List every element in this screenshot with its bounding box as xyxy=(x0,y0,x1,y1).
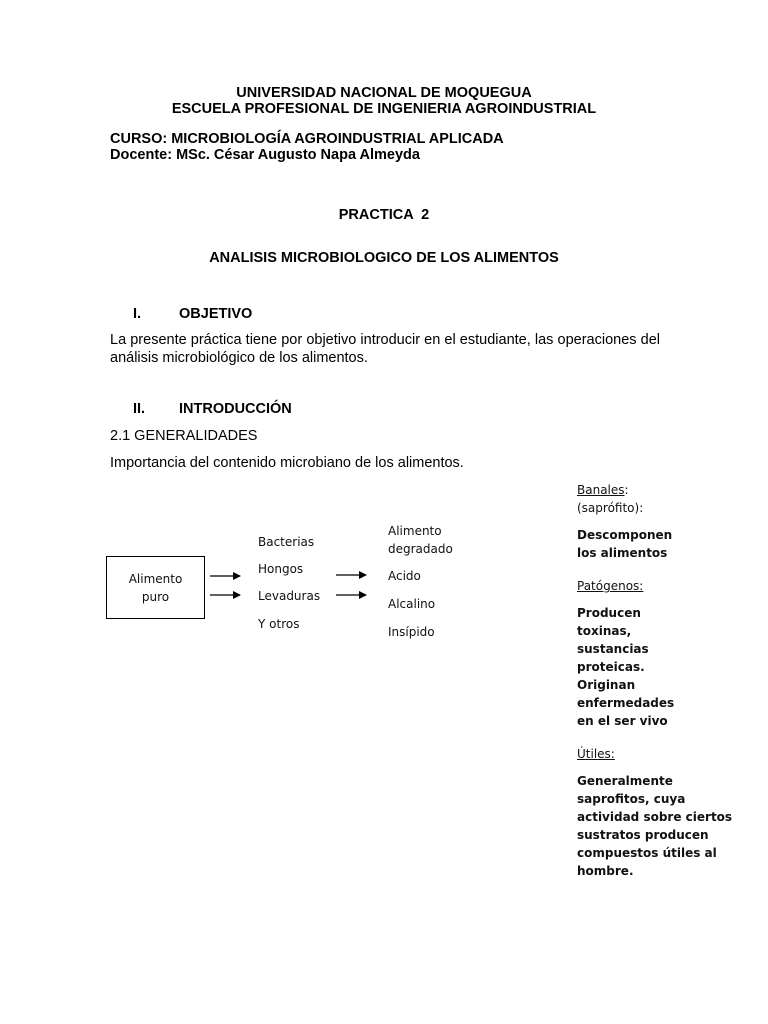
category-patogenos-desc xyxy=(577,604,674,730)
category-patogenos-title: Patógenos: xyxy=(577,579,644,593)
result-degraded-line-1: Alimento xyxy=(388,524,442,538)
utiles-line-1: Generalmente xyxy=(577,774,673,788)
patogenos-line-3: sustancias xyxy=(577,642,649,656)
objective-line-2: análisis microbiológico de los alimentos. xyxy=(110,350,368,366)
utiles-line-4: sustratos producen xyxy=(577,828,709,842)
category-banales-subtitle: (saprófito): xyxy=(577,501,644,515)
subheading-generalidades: 2.1 GENERALIDADES xyxy=(110,428,258,444)
patogenos-line-5: Originan xyxy=(577,678,636,692)
patogenos-line-2: toxinas, xyxy=(577,624,632,638)
patogenos-line-4: proteicas. xyxy=(577,660,645,674)
microbe-otros: Y otros xyxy=(258,617,300,631)
category-banales-desc xyxy=(577,526,672,562)
utiles-line-6: hombre. xyxy=(577,864,634,878)
utiles-line-2: saprofitos, cuya xyxy=(577,792,686,806)
category-utiles-desc xyxy=(577,772,732,880)
course-name: CURSO: MICROBIOLOGÍA AGROINDUSTRIAL APLICADA xyxy=(110,131,504,147)
result-alcalino: Alcalino xyxy=(388,597,436,611)
section-2-numeral: II. xyxy=(133,401,146,417)
result-degraded xyxy=(388,522,453,558)
microbe-bacterias: Bacterias xyxy=(258,535,315,549)
section-2-heading: INTRODUCCIÓN xyxy=(179,401,292,417)
result-insipido: Insípido xyxy=(388,625,435,639)
banales-line-2: los alimentos xyxy=(577,546,668,560)
category-utiles-title: Útiles: xyxy=(577,747,615,761)
section-1-heading: OBJETIVO xyxy=(179,306,253,322)
category-banales-colon: : xyxy=(624,483,629,497)
category-banales xyxy=(577,481,643,517)
result-degraded-line-2: degradado xyxy=(388,542,453,556)
school-name: ESCUELA PROFESIONAL DE INGENIERIA AGROINDUSTRIAL xyxy=(171,101,597,117)
source-box-line-2: puro xyxy=(141,589,170,604)
practice-number: PRACTICA 2 xyxy=(338,207,430,223)
patogenos-line-7: en el ser vivo xyxy=(577,714,668,728)
objective-line-1: La presente práctica tiene por objetivo introducir en el estudiante, las operaciones del xyxy=(110,332,660,348)
utiles-line-5: compuestos útiles al xyxy=(577,846,717,860)
patogenos-line-6: enfermedades xyxy=(577,696,675,710)
section-1-numeral: I. xyxy=(133,306,142,322)
microbe-hongos: Hongos xyxy=(258,562,304,576)
source-box-line-1: Alimento xyxy=(128,571,183,586)
practice-title: ANALISIS MICROBIOLOGICO DE LOS ALIMENTOS xyxy=(209,250,559,266)
result-acido: Acido xyxy=(388,569,421,583)
microbe-levaduras: Levaduras xyxy=(258,589,321,603)
teacher-name: Docente: MSc. César Augusto Napa Almeyda xyxy=(110,147,420,163)
importance-text: Importancia del contenido microbiano de los alimentos. xyxy=(110,455,464,471)
banales-line-1: Descomponen xyxy=(577,528,673,542)
patogenos-line-1: Producen xyxy=(577,606,641,620)
category-banales-title: Banales xyxy=(577,483,625,497)
university-name: UNIVERSIDAD NACIONAL DE MOQUEGUA xyxy=(236,85,532,101)
utiles-line-3: actividad sobre ciertos xyxy=(577,810,733,824)
